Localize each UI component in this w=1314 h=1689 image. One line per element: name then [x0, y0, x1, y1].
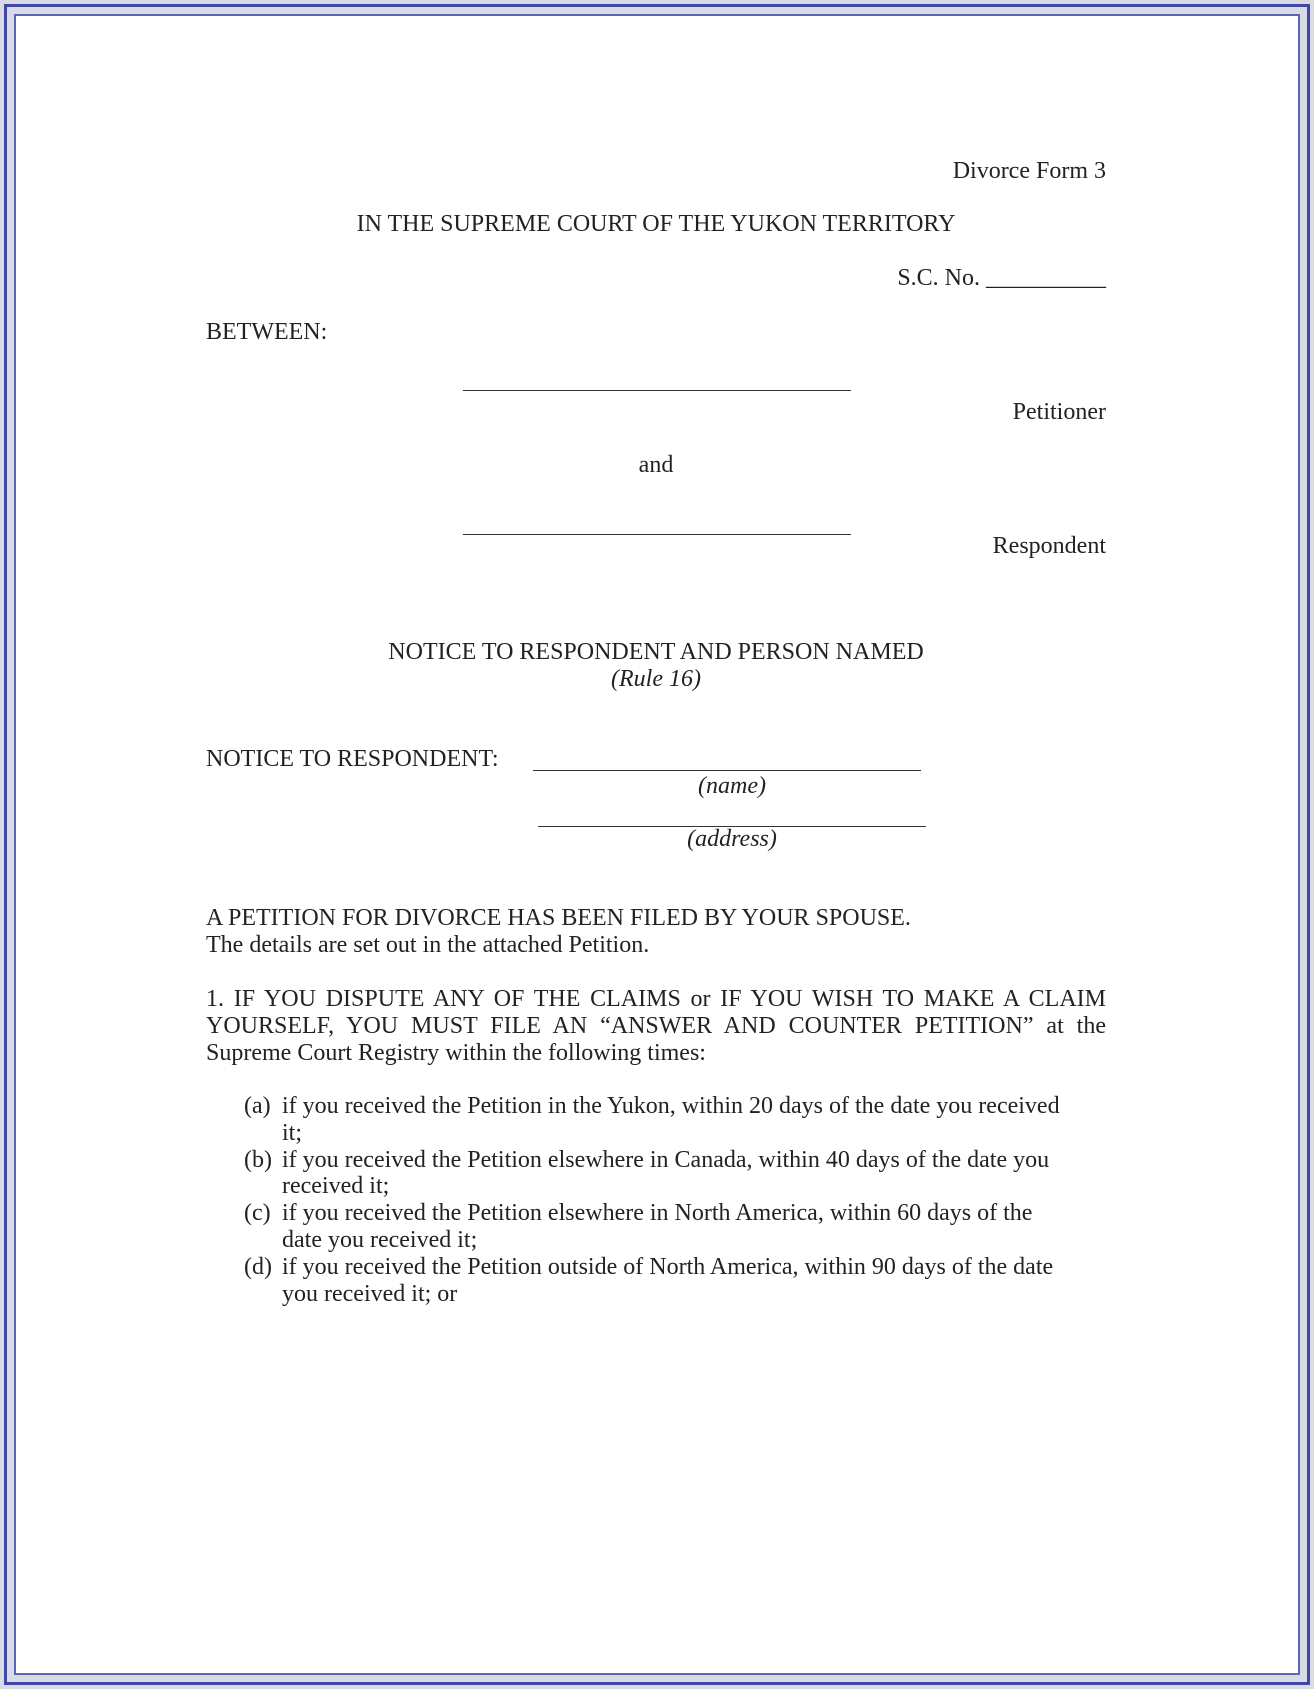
details-line: The details are set out in the attached Petition. [206, 932, 650, 958]
name-caption: (name) [698, 773, 766, 799]
and-label: and [638, 452, 674, 478]
list-item-a-line-2: it; [282, 1120, 303, 1146]
list-item-b-line-1: if you received the Petition elsewhere in Canada, within 40 days of the date you [282, 1147, 1050, 1173]
petitioner-label: Petitioner [1012, 399, 1106, 425]
petition-filed-statement: A PETITION FOR DIVORCE HAS BEEN FILED BY YOUR SPOUSE. [206, 905, 911, 931]
rule-reference: (Rule 16) [611, 666, 701, 692]
document-page [206, 0, 1106, 1689]
court-title: IN THE SUPREME COURT OF THE YUKON TERRITORY [356, 211, 956, 237]
list-item-d-line-2: you received it; or [282, 1281, 458, 1307]
respondent-label: Respondent [992, 533, 1106, 559]
list-item-a-line-1: if you received the Petition in the Yukon, within 20 days of the date you received [282, 1093, 1060, 1119]
address-caption: (address) [687, 826, 777, 852]
respondent-name-field-line [533, 770, 921, 771]
form-label: Divorce Form 3 [952, 158, 1106, 184]
paragraph-1-line-2: YOURSELF, YOU MUST FILE AN “ANSWER AND COUNTER PETITION” at the [206, 1013, 1106, 1039]
list-item-marker-b: (b) [244, 1147, 272, 1173]
paragraph-1-line-3: Supreme Court Registry within the following times: [206, 1040, 706, 1066]
notice-to-respondent-label: NOTICE TO RESPONDENT: [206, 746, 499, 772]
list-item-marker-c: (c) [244, 1200, 271, 1226]
list-item-marker-a: (a) [244, 1093, 271, 1119]
list-item-d-line-1: if you received the Petition outside of North America, within 90 days of the date [282, 1254, 1054, 1280]
list-item-marker-d: (d) [244, 1254, 272, 1280]
between-label: BETWEEN: [206, 319, 328, 345]
petitioner-name-line [463, 390, 851, 391]
notice-title: NOTICE TO RESPONDENT AND PERSON NAMED [388, 639, 924, 665]
sc-number: S.C. No. __________ [897, 265, 1106, 291]
list-item-c-line-1: if you received the Petition elsewhere in North America, within 60 days of the [282, 1200, 1033, 1226]
list-item-c-line-2: date you received it; [282, 1227, 478, 1253]
paragraph-1-line-1: 1. IF YOU DISPUTE ANY OF THE CLAIMS or IF YOU WISH TO MAKE A CLAIM [206, 986, 1106, 1012]
list-item-b-line-2: received it; [282, 1173, 390, 1199]
